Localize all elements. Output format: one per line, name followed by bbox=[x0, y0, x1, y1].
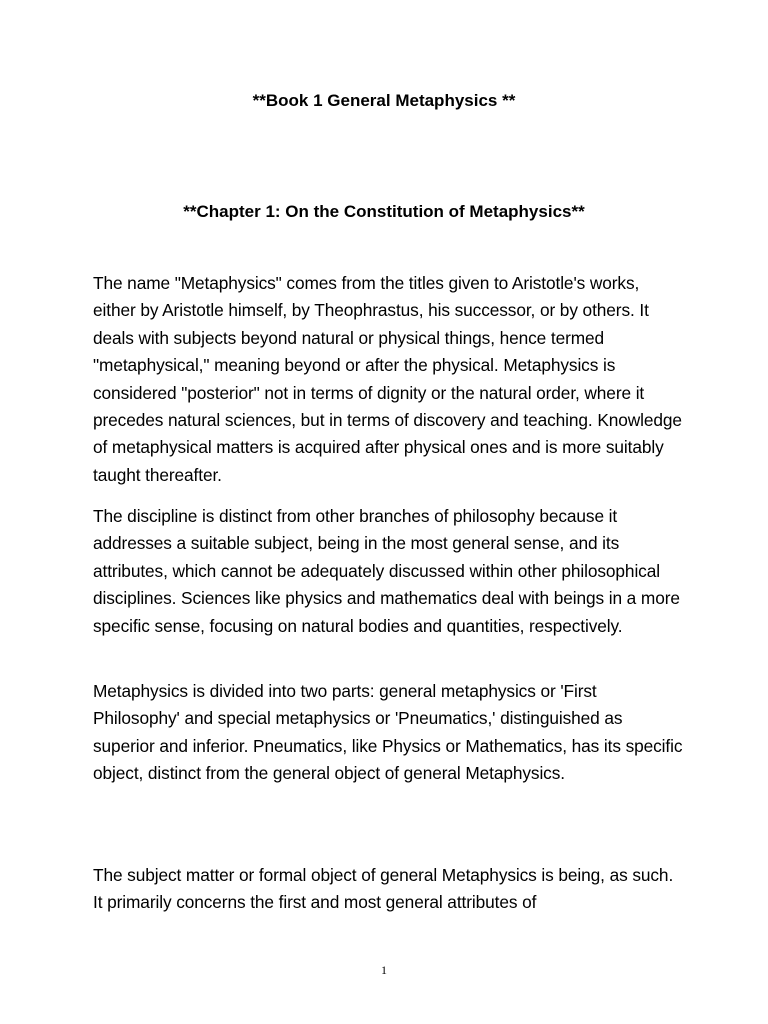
chapter-title: **Chapter 1: On the Constitution of Metaphysics** bbox=[183, 202, 585, 221]
paragraph: The name "Metaphysics" comes from the titles given to Aristotle's works, either by Aristotle himself, by Theophrastus, his successor, or by others. It deals with subjects beyond natural or physical things, hence termed "metaphysical," meaning beyond or after the physical. Metaphysics is considered "posterior" not in terms of dignity or the natural order, where it precedes natural sciences, but in terms of discovery and teaching. Knowledge of metaphysical matters is acquired after physical ones and is more suitably taught thereafter. bbox=[93, 273, 682, 485]
paragraph: The discipline is distinct from other branches of philosophy because it addresses a suitable subject, being in the most general sense, and its attributes, which cannot be adequately discussed within other philosophical disciplines. Sciences like physics and mathematics deal with beings in a more specific sense, focusing on natural bodies and quantities, respectively. bbox=[93, 506, 680, 636]
page-number: 1 bbox=[381, 963, 387, 977]
paragraph: The subject matter or formal object of general Metaphysics is being, as such. It primarily concerns the first and most general attributes of bbox=[93, 865, 674, 913]
book-title: **Book 1 General Metaphysics ** bbox=[252, 91, 516, 110]
paragraph: Metaphysics is divided into two parts: general metaphysics or 'First Philosophy' and special metaphysics or 'Pneumatics,' distinguished as superior and inferior. Pneumatics, like Physics or Mathematics, has its specific object, distinct from the general object of general Metaphysics. bbox=[93, 681, 683, 784]
